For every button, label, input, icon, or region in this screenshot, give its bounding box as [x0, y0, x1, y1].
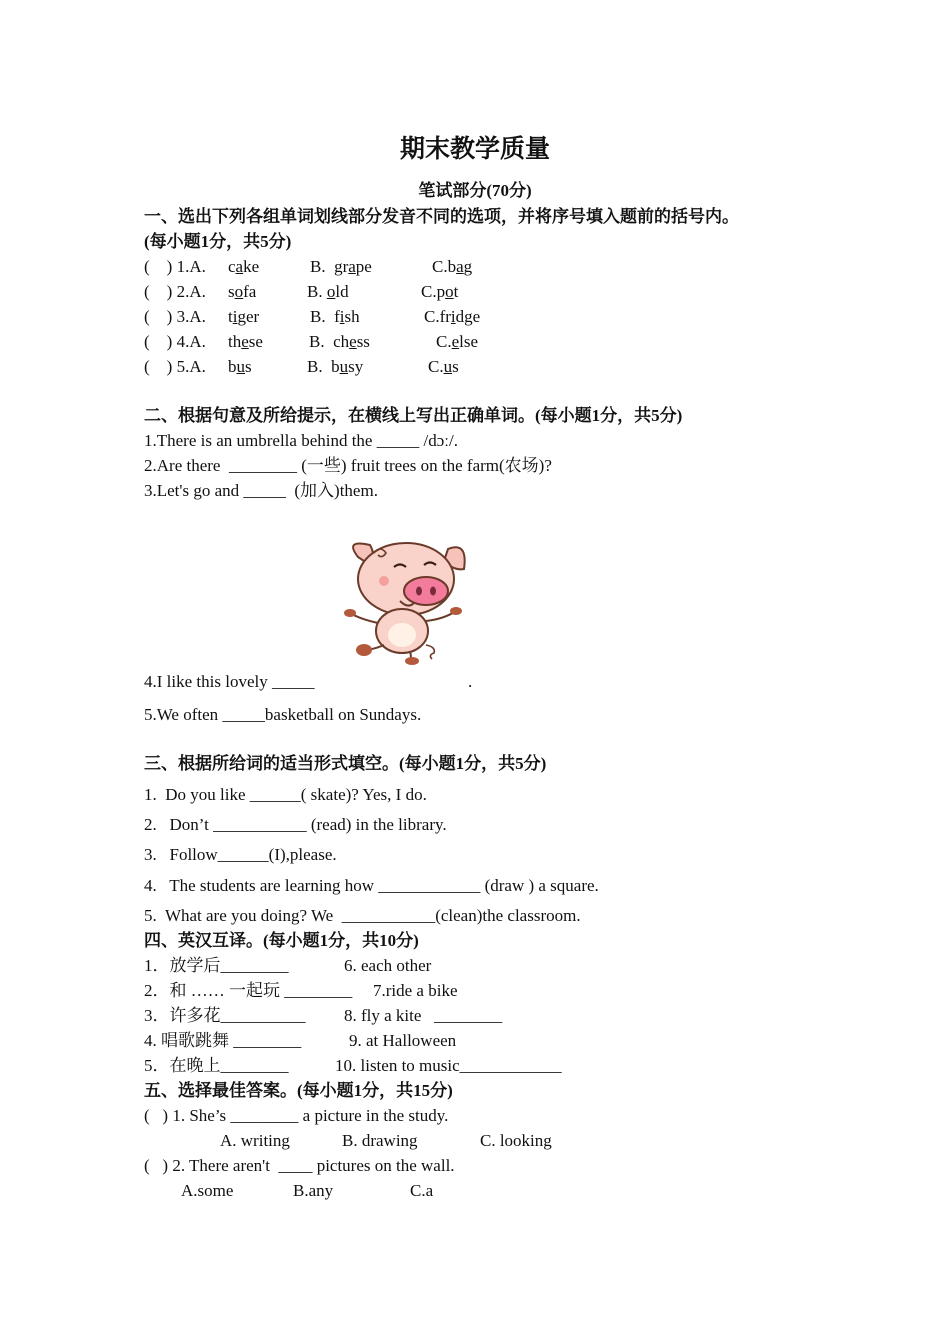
s1-row-1-option-c — [432, 256, 472, 278]
s4-item-7: 7.ride a bike — [373, 981, 458, 1000]
word-part: s — [228, 282, 235, 301]
s3-question-1: 1. Do you like ______( skate)? Yes, I do. — [144, 785, 427, 804]
word-part: C. — [428, 357, 444, 376]
word-part: ss — [356, 332, 370, 351]
word-part: c — [228, 257, 236, 276]
s2-question-2: 2.Are there ________ (一些) fruit trees on the farm(农场)? — [144, 456, 552, 475]
s4-item-2: 2．和 …… 一起玩 ________ — [144, 981, 353, 1000]
s1-row-2-number: ( ) 2.A. — [144, 282, 206, 301]
s1-row-5-option-b — [307, 356, 363, 378]
underlined-letter: e — [349, 332, 357, 351]
section-3-heading: 三、根据所给词的适当形式填空。(每小题1分，共5分) — [144, 754, 547, 773]
s1-row-2-option-a — [228, 281, 256, 303]
s5-q1-option-c: C. looking — [480, 1131, 552, 1150]
underlined-letter: e — [241, 332, 249, 351]
s1-row-3-option-a — [228, 306, 259, 328]
page-title: 期末教学质量 — [399, 136, 550, 163]
s1-row-1-option-a — [228, 256, 259, 278]
s1-row-4-option-c — [436, 331, 478, 353]
word-part: lse — [459, 332, 479, 351]
underlined-letter: a — [235, 257, 244, 276]
s1-row-4-number: ( ) 4.A. — [144, 332, 206, 351]
s3-question-2: 2. Don’t ___________ (read) in the library. — [144, 815, 447, 834]
word-part: se — [248, 332, 263, 351]
word-part: sh — [344, 307, 360, 326]
word-part: s — [452, 357, 459, 376]
s1-row-3-number: ( ) 3.A. — [144, 307, 206, 326]
word-part: b — [228, 357, 237, 376]
underlined-letter: o — [445, 282, 454, 301]
s1-row-3-option-b — [310, 306, 360, 328]
s5-q1-option-a: A. writing — [220, 1131, 290, 1150]
underlined-letter: o — [234, 282, 244, 301]
underlined-letter: e — [451, 332, 460, 351]
s1-row-3-option-c — [424, 306, 480, 328]
s1-row-1-number: ( ) 1.A. — [144, 257, 206, 276]
word-part: g — [463, 257, 473, 276]
underlined-letter: u — [236, 357, 245, 376]
s5-q2-option-c: C.a — [410, 1181, 434, 1200]
word-part: dge — [455, 307, 481, 326]
word-part: B. — [307, 282, 327, 301]
s1-row-5-option-c — [428, 356, 459, 378]
word-part: B. gr — [310, 257, 349, 276]
s5-q1-option-b: B. drawing — [342, 1131, 418, 1150]
section-5-heading: 五、选择最佳答案。(每小题1分，共15分) — [144, 1081, 453, 1100]
underlined-letter: u — [443, 357, 453, 376]
s4-item-3: 3．许多花__________ — [144, 1006, 306, 1025]
underlined-letter: u — [339, 357, 349, 376]
s2-question-3: 3.Let's go and _____ (加入)them. — [144, 481, 378, 500]
s2-question-5: 5.We often _____basketball on Sundays. — [144, 705, 422, 724]
s4-item-10: 10. listen to music____________ — [335, 1056, 562, 1075]
s4-item-8: 8. fly a kite ________ — [344, 1006, 503, 1025]
word-part: ke — [243, 257, 260, 276]
s4-item-1: 1．放学后________ — [144, 956, 289, 975]
s4-item-4: 4. 唱歌跳舞 ________ — [144, 1031, 302, 1050]
s1-row-1-option-b — [310, 256, 372, 278]
s4-item-6: 6. each other — [344, 956, 432, 975]
word-part: t — [453, 282, 459, 301]
word-part: th — [228, 332, 242, 351]
s2-question-4-period: . — [468, 672, 473, 691]
s1-row-4-option-a — [228, 331, 263, 353]
underlined-letter: i — [339, 307, 345, 326]
pig-image — [340, 535, 470, 665]
s4-item-5: 5．在晚上________ — [144, 1056, 289, 1075]
section-2-heading: 二、根据句意及所给提示，在横线上写出正确单词。(每小题1分，共5分) — [144, 406, 683, 425]
s3-question-5: 5. What are you doing? We ___________(clean)the classroom. — [144, 906, 581, 925]
word-part: C.fr — [424, 307, 451, 326]
s3-question-3: 3. Follow______(I),please. — [144, 845, 337, 864]
section-1-heading: 一、选出下列各组单词划线部分发音不同的选项，并将序号填入题前的括号内。 — [144, 207, 739, 226]
word-part: C.p — [421, 282, 446, 301]
s2-question-1: 1.There is an umbrella behind the _____ /dɔː/. — [144, 431, 458, 450]
s2-question-4: 4.I like this lovely _____ — [144, 672, 315, 691]
word-part: C. — [436, 332, 452, 351]
underlined-letter: o — [326, 282, 336, 301]
word-part: ld — [335, 282, 349, 301]
word-part: C.b — [432, 257, 457, 276]
word-part: sy — [348, 357, 364, 376]
s1-row-5-option-a — [228, 356, 252, 378]
underlined-letter: a — [456, 257, 464, 276]
s5-q2-option-a: A.some — [181, 1181, 234, 1200]
underlined-letter: i — [232, 307, 238, 326]
word-part: pe — [355, 257, 372, 276]
section-1-points: (每小题1分，共5分) — [144, 232, 292, 251]
word-part: fa — [243, 282, 257, 301]
page-subtitle: 笔试部分(70分) — [418, 181, 532, 200]
s5-question-2: ( ) 2. There aren't ____ pictures on the wall. — [144, 1156, 455, 1175]
underlined-letter: i — [450, 307, 456, 326]
s3-question-4: 4. The students are learning how ____________ (draw ) a square. — [144, 876, 599, 895]
s1-row-2-option-b — [307, 281, 349, 303]
word-part: B. f — [310, 307, 340, 326]
word-part: s — [245, 357, 252, 376]
word-part: B. b — [307, 357, 340, 376]
s1-row-5-number: ( ) 5.A. — [144, 357, 206, 376]
s1-row-4-option-b — [309, 331, 370, 353]
s5-q2-option-b: B.any — [293, 1181, 334, 1200]
word-part: ger — [237, 307, 260, 326]
section-4-heading: 四、英汉互译。(每小题1分，共10分) — [144, 931, 419, 950]
s1-row-2-option-c — [421, 281, 458, 303]
s5-question-1: ( ) 1. She’s ________ a picture in the study. — [144, 1106, 449, 1125]
underlined-letter: a — [348, 257, 356, 276]
word-part: t — [228, 307, 233, 326]
word-part: B. ch — [309, 332, 350, 351]
s4-item-9: 9. at Halloween — [349, 1031, 457, 1050]
